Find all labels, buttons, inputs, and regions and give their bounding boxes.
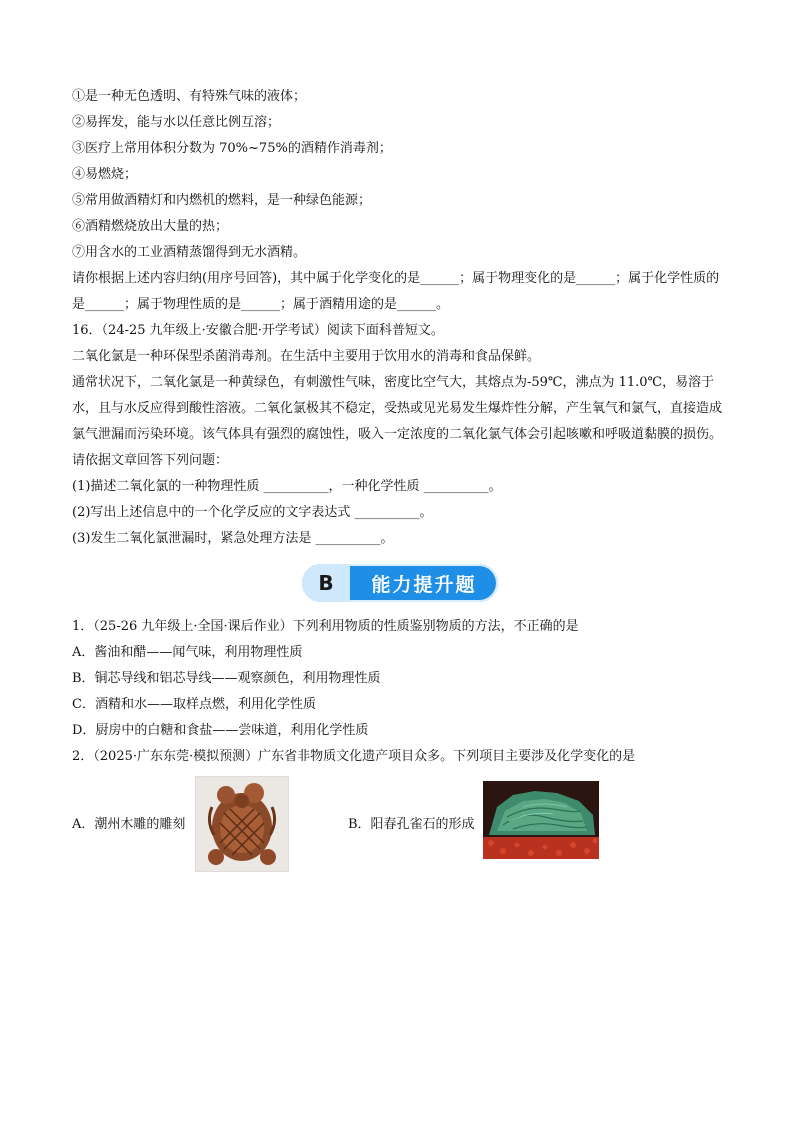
q16-paragraph-2: 通常状况下，二氧化氯是一种黄绿色，有刺激性气味，密度比空气大，其熔点为-59℃，沸点为 11.0℃，易溶于水，且与水反应得到酸性溶液。二氧化氯极其不稳定，受热或见光易发生爆炸性分解，产生氧气和氯气，直接造成氯气泄漏而污染环境。该气体具有强烈的腐蚀性，吸入一定浓度的二氧化氯气体会引起咳嗽和呼吸道黏膜的损伤。 [72,375,723,442]
q16-subquestion: (3)发生二氧化氯泄漏时，紧急处理方法是 __________。 [72,531,394,546]
q16-header: 16．（24-25 九年级上·安徽合肥·开学考试）阅读下面科普短文。 [72,323,444,338]
b1-option-c: C．酒精和水——取样点燃，利用化学性质 [72,697,316,712]
q16-subquestion: (2)写出上述信息中的一个化学反应的文字表达式 __________。 [72,505,433,520]
section-letter-badge [302,564,350,602]
list-item: ⑦用含水的工业酒精蒸馏得到无水酒精。 [72,245,307,260]
alcohol-properties-list [72,84,732,266]
section-title: 能力提升题 [371,573,477,596]
list-item: ④易燃烧； [72,167,138,182]
b1-option-b: B．铜芯导线和铝芯导线——观察颜色，利用物理性质 [72,671,381,686]
list-item: ③医疗上常用体积分数为 70%~75%的酒精作消毒剂； [72,141,392,156]
b2-option-a-label: A．潮州木雕的雕刻 [72,817,186,832]
section-letter: B [318,571,334,595]
wood-carving-image [195,776,289,872]
b2-option-b-label: B．阳春孔雀石的形成 [348,817,475,832]
list-item: ⑥酒精燃烧放出大量的热； [72,219,229,234]
wood-carving-illustration [196,777,288,871]
document-page [72,84,732,876]
b1-header: 1．（25-26 九年级上·全国·课后作业）下列利用物质的性质鉴别物质的方法，不正确的是 [72,619,579,634]
malachite-illustration [483,781,599,859]
b1-option-a: A．酱油和醋——闻气味，利用物理性质 [72,645,303,660]
section-banner [302,564,498,602]
b2-header: 2．（2025·广东东莞·模拟预测）广东省非物质文化遗产项目众多。下列项目主要涉及化学变化的是 [72,749,636,764]
malachite-stone-image [483,781,599,859]
list-item: ①是一种无色透明、有特殊气味的液体； [72,89,307,104]
b2-options-row [72,776,732,876]
q15-prompt: 请你根据上述内容归纳(用序号回答)，其中属于化学变化的是______；属于物理变化的是______；属于化学性质的是______；属于物理性质的是______；属于酒精用途的是______。 [72,271,720,312]
q16-subquestion: (1)描述二氧化氯的一种物理性质 __________，一种化学性质 __________。 [72,479,502,494]
b1-option-d: D．厨房中的白糖和食盐——尝味道，利用化学性质 [72,723,369,738]
list-item: ⑤常用做酒精灯和内燃机的燃料，是一种绿色能源； [72,193,372,208]
q16-instruction: 请依据文章回答下列问题： [72,453,229,468]
q16-paragraph-1: 二氧化氯是一种环保型杀菌消毒剂。在生活中主要用于饮用水的消毒和食品保鲜。 [72,349,541,364]
section-banner-row [72,560,732,610]
list-item: ②易挥发，能与水以任意比例互溶； [72,115,281,130]
